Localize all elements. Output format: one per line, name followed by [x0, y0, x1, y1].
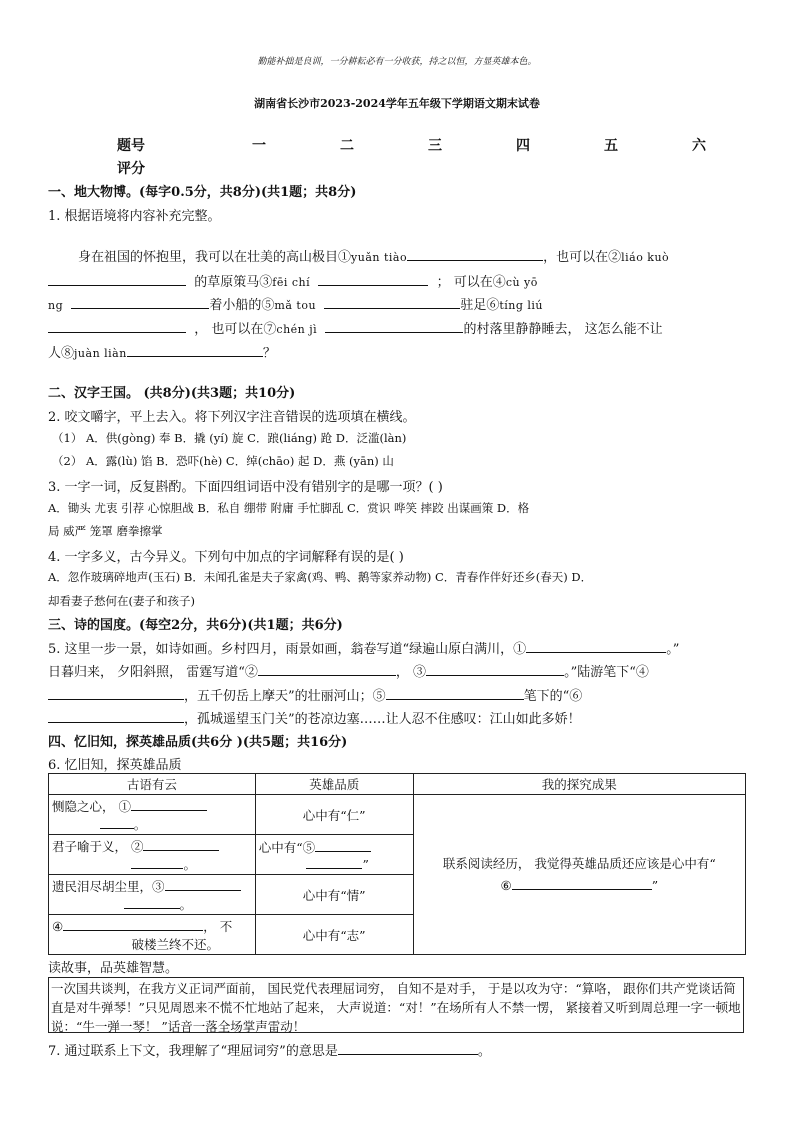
blank-5[interactable] — [324, 296, 460, 309]
blank-t6[interactable] — [512, 877, 652, 890]
question-4: 4. 一字多义，古今异义。下列句中加点的字词解释有误的是( ) — [48, 550, 404, 565]
score-col-3: 三 — [428, 138, 442, 154]
table-cell-quality: 心中有“志” — [255, 915, 413, 955]
blank-t3[interactable] — [165, 878, 241, 891]
blank-1[interactable] — [407, 248, 543, 261]
pinyin-8: juàn liàn — [74, 347, 127, 360]
table-cell-saying: 遗民泪尽胡尘里，③ 。 — [49, 875, 256, 915]
blank-3[interactable] — [318, 273, 428, 286]
score-col-1: 一 — [252, 138, 266, 154]
question-5: 5. 这里一步一景，如诗如画。乡村四月，雨景如画，翁卷写道“绿遍山原白满川，① 。” — [48, 642, 680, 657]
s1-line2: 的草原策马③fēi chí ； 可以在④cù yō — [48, 271, 538, 290]
blank-q5-2[interactable] — [258, 663, 396, 676]
table-cell-quality: 心中有“情” — [255, 875, 413, 915]
pinyin-4: cù yō — [505, 276, 538, 289]
blank-4[interactable] — [71, 296, 209, 309]
score-col-4: 四 — [516, 138, 530, 154]
table-cell-saying: 君子喻于义， ② 。 — [49, 835, 256, 875]
question-2-2: （2） A．露(lù) 馅 B．恐吓(hè) C．绰(chāo) 起 D．燕 (yān) 山 — [52, 454, 394, 468]
blank-q5-1[interactable] — [526, 640, 666, 653]
table-cell-saying: 恻隐之心， ① 。 — [49, 795, 256, 835]
question-4-options-a: A．忽作玻璃碎地声(玉石) B．未闻孔雀是夫子家禽(鸡、鸭、鹅等家养动物) C．青春作伴好还乡(春天) D． — [48, 570, 593, 584]
s1-line3: ng 着小船的⑤mǎ tou 驻足⑥tíng liú — [48, 298, 544, 313]
blank-q5-6[interactable] — [48, 710, 184, 723]
blank-q7[interactable] — [338, 1042, 478, 1055]
read-story-label: 读故事，品英雄智慧。 — [48, 961, 179, 976]
pinyin-2: liáo kuò — [621, 251, 670, 264]
section4-heading: 四、忆旧知，探英雄品质(共6分 )(共5题；共16分) — [48, 735, 348, 750]
table-cell-quality: 心中有“⑤ ” — [255, 835, 413, 875]
pinyin-1: yuǎn tiào — [351, 251, 408, 264]
question-2: 2. 咬文嚼字，平上去入。将下列汉字注音错误的选项填在横线。 — [48, 410, 416, 425]
pinyin-7: chén jì — [276, 323, 318, 336]
table-cell-saying: ④ ， 不 破楼兰终不还。 — [49, 915, 256, 955]
blank-7[interactable] — [325, 320, 463, 333]
s1-line1: 身在祖国的怀抱里，我可以在壮美的高山极目①yuǎn tiào ，也可以在②liáo kuò — [78, 250, 670, 265]
page-title: 湖南省长沙市2023-2024学年五年级下学期语文期末试卷 — [254, 97, 540, 110]
table-header: 古语有云 — [49, 774, 256, 795]
blank-q5-5[interactable] — [386, 687, 524, 700]
question-3: 3. 一字一词，反复斟酌。下面四组词语中没有错别字的是哪一项？( ) — [48, 480, 443, 495]
blank-q5-3[interactable] — [426, 663, 564, 676]
blank-t1[interactable] — [131, 798, 207, 811]
blank-6[interactable] — [48, 320, 186, 333]
blank-2[interactable] — [48, 273, 186, 286]
section2-heading: 二、汉字王国。 (共8分)(共3题；共10分) — [48, 386, 296, 401]
table-header: 我的探究成果 — [413, 774, 745, 795]
question-2-1: （1） A．供(gòng) 奉 B．撬 (yí) 旋 C．踉(liáng) 跄 D．泛滥(làn) — [52, 431, 407, 445]
blank-8[interactable] — [127, 344, 263, 357]
s1-line4: ， 也可以在⑦chén jì 的村落里静静睡去， 这怎么能不让 — [48, 318, 663, 337]
question-6: 6. 忆旧知，探英雄品质 — [48, 758, 182, 773]
pinyin-5: mǎ tou — [274, 299, 317, 312]
score-col-6: 六 — [692, 138, 706, 154]
question-4-options-b: 却看妻子愁何在(妻子和孩子) — [48, 594, 195, 608]
score-col-2: 二 — [340, 138, 354, 154]
question-5-line3: ，五千仞岳上摩天”的壮丽河山；⑤ 笔下的“⑥ — [48, 685, 582, 704]
s1-line5: 人⑧juàn liàn ？ — [48, 346, 276, 361]
blank-t5[interactable] — [315, 839, 371, 852]
hero-quality-table — [48, 773, 746, 955]
question-3-options-a: A．锄头 尤衷 引荐 心惊胆战 B．私自 绷带 附庸 手忙脚乱 C．赏识 哗笑 摔跤 出谋画策 D．格 — [48, 501, 530, 515]
table-cell-result: 联系阅读经历， 我觉得英雄品质还应该是心中有“ ⑥ ” — [413, 795, 745, 955]
question-7: 7. 通过联系上下文，我理解了“理屈词穷”的意思是 。 — [48, 1044, 491, 1059]
question-1: 1. 根据语境将内容补充完整。 — [48, 209, 221, 224]
section1-heading: 一、地大物博。(每字0.5分，共8分)(共1题；共8分) — [48, 185, 357, 200]
question-5-line2: 日暮归来， 夕阳斜照， 雷霆写道“② ， ③ 。”陆游笔下“④ — [48, 665, 649, 680]
motto: 勤能补拙是良训，一分耕耘必有一分收获，持之以恒，方显英雄本色。 — [257, 57, 537, 67]
section3-heading: 三、诗的国度。(每空2分，共6分)(共1题；共6分) — [48, 618, 343, 633]
score-col-5: 五 — [604, 138, 618, 154]
question-5-line4: ，孤城遥望玉门关”的苍凉边塞……让人忍不住感叹：江山如此多娇！ — [48, 708, 581, 727]
score-label: 评分 — [117, 161, 145, 177]
blank-t2[interactable] — [143, 838, 219, 851]
pinyin-3: fēi chí — [272, 276, 311, 289]
blank-q5-4[interactable] — [48, 687, 184, 700]
question-3-options-b: 局 威严 笼罩 磨拳擦掌 — [48, 524, 163, 538]
story-box: 一次国共谈判，在我方义正词严面前， 国民党代表理屈词穷， 自知不是对手， 于是以攻为守：“算咯， 跟你们共产党谈话简直是对牛弹琴！”只见周恩来不慌不忙地站了起来， 大声说道：“对！”在场所有人不禁一愣， 紧接着又听到周总理一字一顿地说：“牛一弹一琴！ ”话音一落全场掌声雷动！ — [48, 977, 744, 1033]
score-row-label: 题号 — [117, 138, 145, 154]
blank-t4[interactable] — [63, 918, 203, 931]
table-cell-quality: 心中有“仁” — [255, 795, 413, 835]
pinyin-6: tíng liú — [499, 299, 544, 312]
table-header: 英雄品质 — [255, 774, 413, 795]
